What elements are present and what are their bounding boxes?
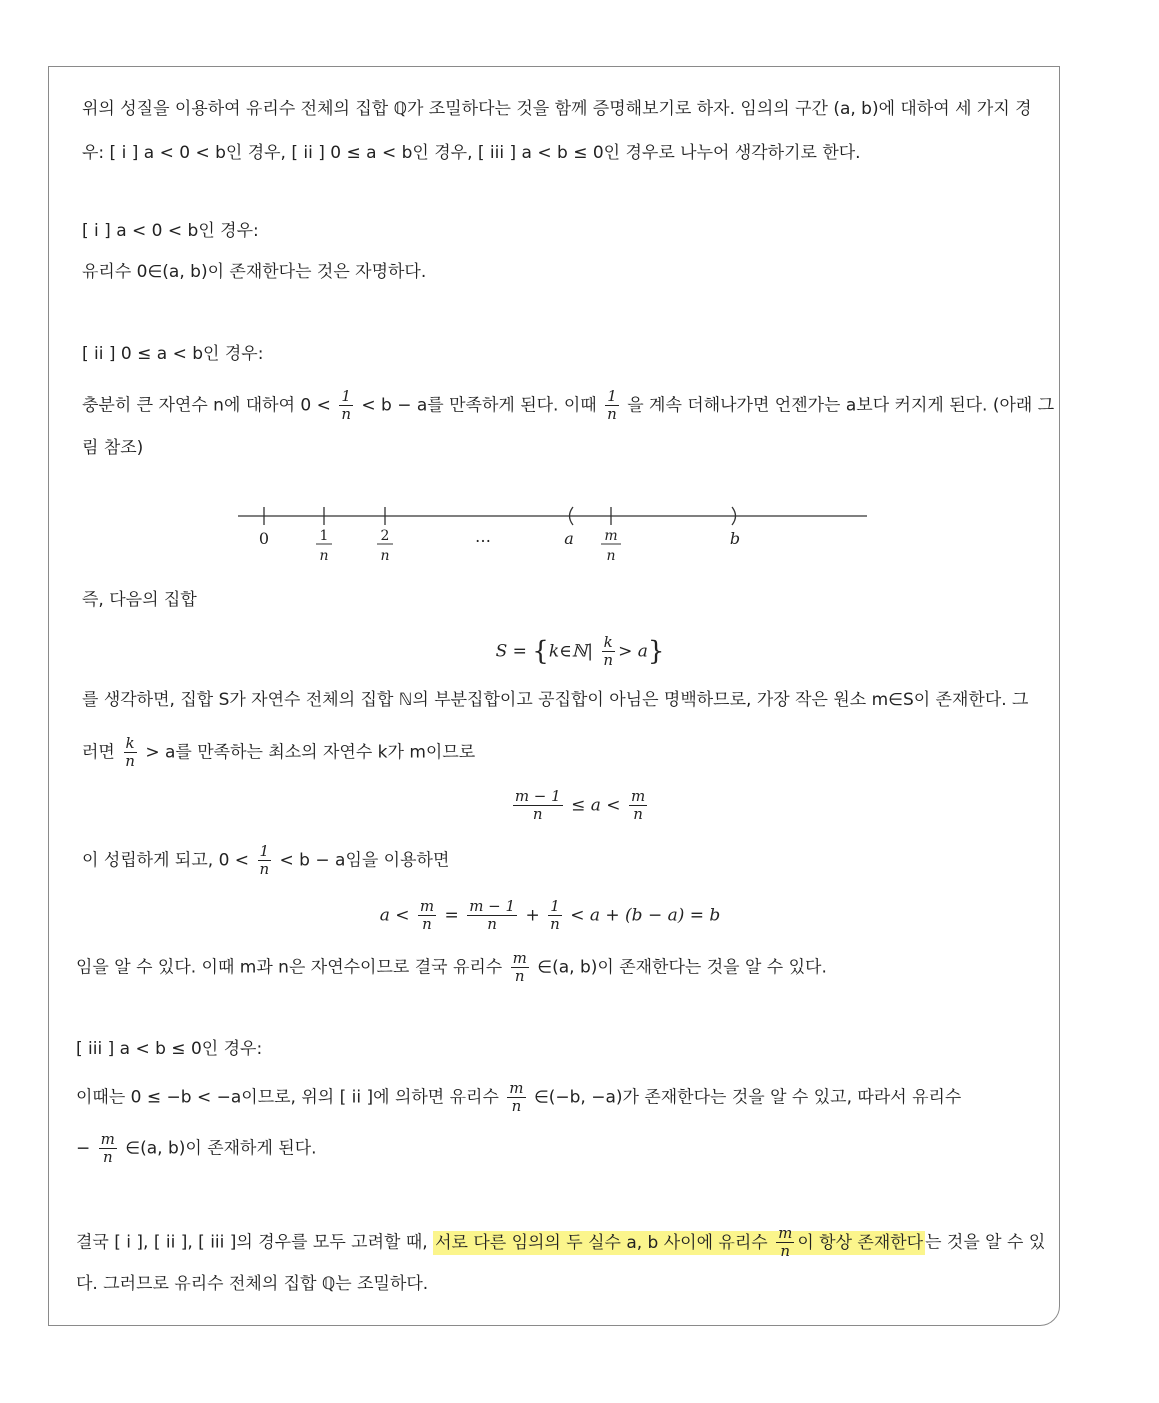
frac-num: k bbox=[125, 734, 135, 752]
highlight-part-b: 이 항상 존재한다 bbox=[797, 1232, 924, 1253]
case3-line-2-part-b: ∈(a, b)이 존재하게 된다. bbox=[125, 1138, 317, 1159]
number-line-diagram bbox=[230, 500, 880, 570]
frac-den: n bbox=[422, 915, 432, 933]
conclusion-part-a: 결국 [ i ], [ ii ], [ iii ]의 경우를 모두 고려할 때, bbox=[76, 1232, 428, 1253]
conclusion-line-1 bbox=[76, 1225, 1045, 1260]
frac-num: m bbox=[100, 1130, 115, 1148]
case3-line-1 bbox=[76, 1080, 961, 1115]
case2-line-1-part-b: < b − a를 만족하게 된다. 이때 bbox=[361, 395, 597, 416]
frac-num: k bbox=[603, 633, 613, 651]
label-m-num: m bbox=[604, 528, 618, 544]
frac-den: n bbox=[603, 651, 614, 669]
para2-part-b: < b − a임을 이용하면 bbox=[279, 850, 450, 871]
para3-part-a: 임을 알 수 있다. 이때 m과 n은 자연수이므로 결국 유리수 bbox=[76, 957, 503, 978]
para1-line-2-part-a: 러면 bbox=[82, 742, 115, 763]
para1-line-1: 를 생각하면, 집합 S가 자연수 전체의 집합 ℕ의 부분집합이고 공집합이 아님은 명백하므로, 가장 작은 원소 m∈S이 존재한다. 그 bbox=[82, 690, 1029, 710]
fraction-m-over-n bbox=[776, 1225, 794, 1260]
para1-line-2 bbox=[82, 735, 475, 770]
frac-num: m bbox=[419, 897, 435, 915]
frac-den: n bbox=[511, 1097, 522, 1115]
case3-line-2-part-a: − bbox=[76, 1138, 91, 1159]
case1-heading: [ i ] a < 0 < b인 경우: bbox=[82, 221, 259, 241]
equation-2-a: a < bbox=[379, 905, 410, 926]
frac-num: m bbox=[512, 949, 527, 967]
frac-num: m − 1 bbox=[469, 897, 516, 915]
frac-num: m bbox=[630, 787, 646, 805]
conclusion-line-2: 다. 그러므로 유리수 전체의 집합 ℚ는 조밀하다. bbox=[76, 1274, 429, 1294]
intro-line-2: 우: [ i ] a < 0 < b인 경우, [ ii ] 0 ≤ a < b인 경우, [ iii ] a < b ≤ 0인 경우로 나누어 생각하기로 한다. bbox=[82, 143, 861, 163]
case2-heading: [ ii ] 0 ≤ a < b인 경우: bbox=[82, 344, 264, 364]
equation-2-c: + bbox=[525, 905, 540, 926]
fraction-m-minus-1-over-n bbox=[467, 898, 517, 933]
frac-den: n bbox=[607, 405, 617, 423]
label-1-num: 1 bbox=[319, 528, 329, 544]
frac-num: 1 bbox=[341, 387, 351, 405]
case1-body: 유리수 0∈(a, b)이 존재한다는 것은 자명하다. bbox=[82, 262, 427, 282]
label-2-num: 2 bbox=[380, 528, 390, 544]
label-2-den: n bbox=[380, 548, 390, 564]
fraction-m-over-n bbox=[629, 788, 647, 823]
frac-num: m − 1 bbox=[514, 787, 561, 805]
set-s-label: S = bbox=[495, 641, 527, 662]
frac-num: m bbox=[778, 1224, 793, 1242]
case2-line-2: 림 참조) bbox=[82, 438, 144, 458]
set-condition-b: > a bbox=[618, 641, 648, 662]
frac-den: n bbox=[259, 860, 270, 878]
case2-line-1-part-c: 을 계속 더해나가면 언젠가는 a보다 커지게 된다. (아래 그 bbox=[627, 395, 1055, 416]
frac-num: 1 bbox=[259, 842, 270, 860]
frac-num: 1 bbox=[607, 387, 617, 405]
para3-part-b: ∈(a, b)이 존재한다는 것을 알 수 있다. bbox=[537, 957, 827, 978]
frac-den: n bbox=[341, 405, 351, 423]
equation-2-d: < a + (b − a) = b bbox=[570, 905, 721, 926]
frac-num: m bbox=[509, 1079, 524, 1097]
frac-den: n bbox=[102, 1148, 113, 1166]
frac-den: n bbox=[532, 805, 543, 823]
case3-line-1-part-a: 이때는 0 ≤ −b < −a이므로, 위의 [ ii ]에 의하면 유리수 bbox=[76, 1087, 499, 1108]
equation-2-b: = bbox=[444, 905, 459, 926]
fraction-1-over-n bbox=[257, 843, 271, 878]
case3-heading: [ iii ] a < b ≤ 0인 경우: bbox=[76, 1039, 263, 1059]
frac-num: 1 bbox=[550, 897, 560, 915]
conclusion-part-b: 는 것을 알 수 있 bbox=[925, 1232, 1046, 1253]
case3-line-2 bbox=[76, 1131, 317, 1166]
fraction-1-over-n bbox=[548, 898, 562, 933]
frac-den: n bbox=[125, 752, 135, 770]
equation-1-middle: ≤ a < bbox=[571, 795, 621, 816]
fraction-k-over-n bbox=[123, 735, 137, 770]
left-brace: { bbox=[532, 636, 549, 667]
case2-line-1 bbox=[82, 388, 1054, 423]
label-b: b bbox=[729, 529, 741, 548]
case3-line-1-part-b: ∈(−b, −a)가 존재한다는 것을 알 수 있고, 따라서 유리수 bbox=[533, 1087, 962, 1108]
label-a: a bbox=[564, 529, 574, 548]
label-0: 0 bbox=[258, 529, 270, 548]
intro-line-1: 위의 성질을 이용하여 유리수 전체의 집합 ℚ가 조밀하다는 것을 함께 증명해보기로 하자. 임의의 구간 (a, b)에 대하여 세 가지 경 bbox=[82, 99, 1032, 119]
fraction-1-over-n bbox=[605, 388, 619, 423]
equation-1 bbox=[400, 788, 760, 823]
fraction-k-over-n bbox=[601, 634, 615, 669]
highlighted-statement bbox=[433, 1224, 925, 1260]
fraction-m-over-n bbox=[507, 1080, 525, 1115]
frac-den: n bbox=[487, 915, 497, 933]
para2-part-a: 이 성립하게 되고, 0 < bbox=[82, 850, 250, 871]
right-brace: } bbox=[647, 636, 665, 667]
para3-line bbox=[76, 950, 827, 985]
equation-2 bbox=[330, 898, 770, 933]
case2-line-1-part-a: 충분히 큰 자연수 n에 대하여 0 < bbox=[82, 395, 331, 416]
label-m-den: n bbox=[606, 548, 616, 564]
highlight-part-a: 서로 다른 임의의 두 실수 a, b 사이에 유리수 bbox=[435, 1232, 768, 1253]
fraction-m-over-n bbox=[418, 898, 436, 933]
label-ellipsis: … bbox=[475, 527, 491, 546]
frac-den: n bbox=[550, 915, 560, 933]
fraction-m-over-n bbox=[511, 950, 529, 985]
label-1-den: n bbox=[319, 548, 329, 564]
frac-den: n bbox=[514, 967, 525, 985]
frac-den: n bbox=[633, 805, 643, 823]
para1-line-2-part-b: > a를 만족하는 최소의 자연수 k가 m이므로 bbox=[145, 742, 476, 763]
frac-den: n bbox=[780, 1242, 791, 1260]
set-intro: 즉, 다음의 집합 bbox=[82, 590, 197, 610]
fraction-m-minus-1-over-n bbox=[513, 788, 563, 823]
para2-line bbox=[82, 843, 449, 878]
set-condition-a: k∈ℕ| bbox=[548, 641, 593, 662]
fraction-1-over-n bbox=[339, 388, 353, 423]
set-definition bbox=[400, 634, 760, 669]
fraction-m-over-n bbox=[99, 1131, 117, 1166]
